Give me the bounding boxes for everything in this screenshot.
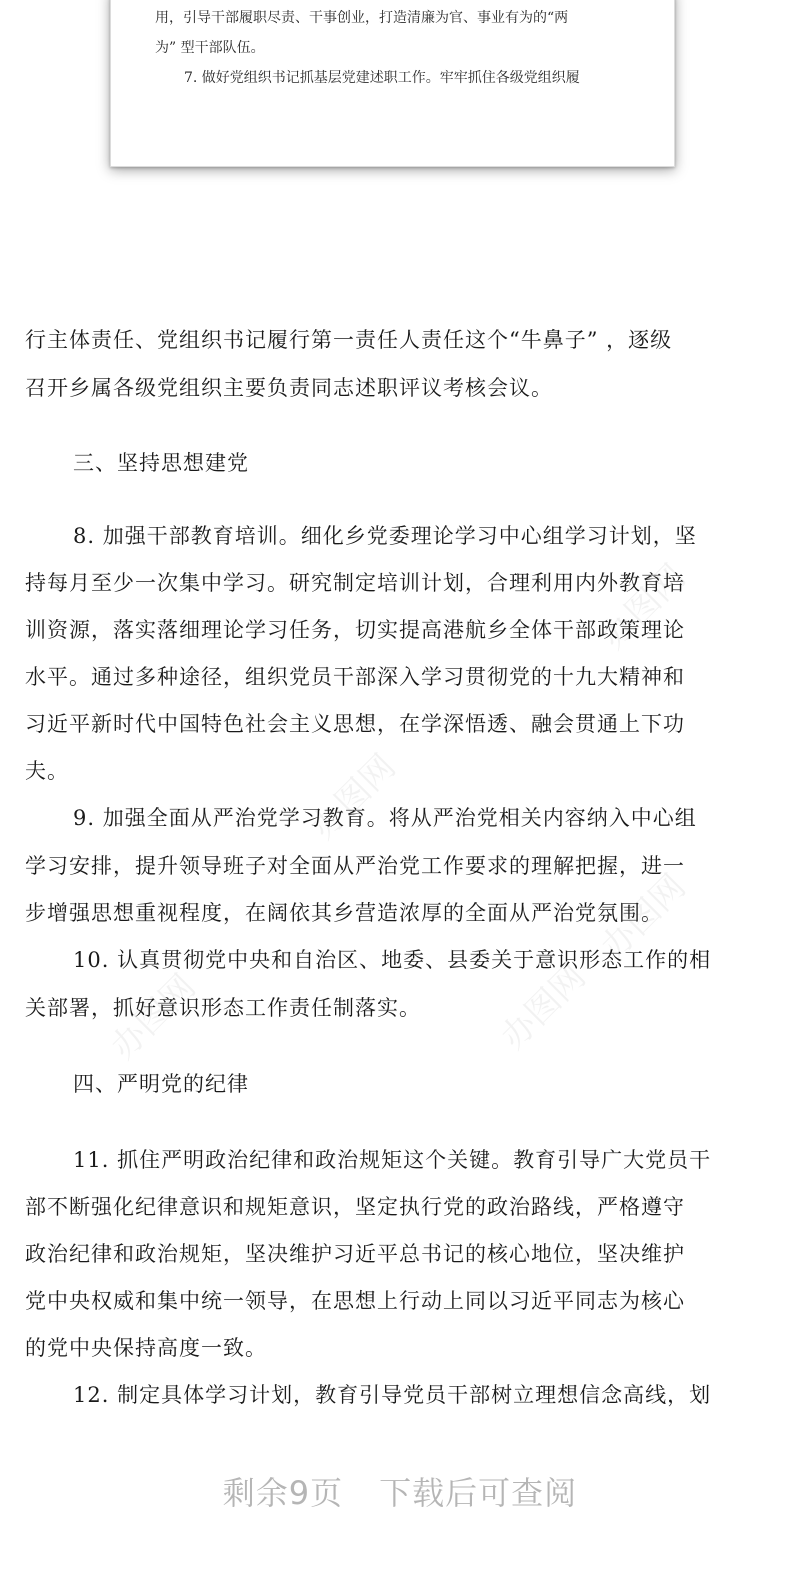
watermark: 办图网 (593, 866, 694, 968)
download-to-view-text: 下载后可查阅 (379, 1474, 578, 1512)
section-heading: 四、严明党的纪律 (73, 1072, 249, 1096)
paragraph-line: 9. 加强全面从严治党学习教育。将从严治党相关内容纳入中心组 (73, 806, 697, 830)
document-preview-card (110, 0, 675, 167)
watermark: 办图网 (303, 746, 404, 848)
section-heading: 三、坚持思想建党 (73, 451, 249, 475)
paragraph-line: 党中央权威和集中统一领导，在思想上行动上同以习近平同志为核心 (25, 1289, 685, 1313)
paragraph-line: 步增强思想重视程度，在阔依其乡营造浓厚的全面从严治党氛围。 (25, 901, 663, 925)
watermark: 办图网 (103, 966, 204, 1068)
paragraph-line: 12. 制定具体学习计划，教育引导党员干部树立理想信念高线，划 (73, 1383, 712, 1407)
paragraph-line: 召开乡属各级党组织主要负责同志述职评议考核会议。 (25, 376, 553, 400)
preview-line: 7. 做好党组织书记抓基层党建述职工作。牢牢抓住各级党组织履 (184, 70, 580, 86)
watermark: 办图网 (493, 956, 594, 1058)
paragraph-line: 10. 认真贯彻党中央和自治区、地委、县委关于意识形态工作的相 (73, 948, 712, 972)
paragraph-line: 学习安排，提升领导班子对全面从严治党工作要求的理解把握，进一 (25, 854, 685, 878)
paragraph-line: 部不断强化纪律意识和规矩意识，坚定执行党的政治路线，严格遵守 (25, 1195, 685, 1219)
paragraph-line: 训资源，落实落细理论学习任务，切实提高港航乡全体干部政策理论 (25, 618, 685, 642)
paragraph-line: 的党中央保持高度一致。 (25, 1336, 267, 1360)
paragraph-line: 11. 抓住严明政治纪律和政治规矩这个关键。教育引导广大党员干 (73, 1148, 712, 1172)
paragraph-line: 政治纪律和政治规矩，坚决维护习近平总书记的核心地位，坚决维护 (25, 1242, 685, 1266)
watermark: 办图网 (593, 556, 694, 658)
paragraph-line: 夫。 (25, 759, 69, 783)
preview-line: 为” 型干部队伍。 (155, 40, 265, 56)
remaining-pages-text: 剩余9页 (222, 1474, 344, 1512)
paragraph-line: 持每月至少一次集中学习。研究制定培训计划，合理利用内外教育培 (25, 571, 685, 595)
paragraph-line: 关部署，抓好意识形态工作责任制落实。 (25, 996, 421, 1020)
download-prompt[interactable] (0, 1468, 800, 1514)
paragraph-line: 8. 加强干部教育培训。细化乡党委理论学习中心组学习计划，坚 (73, 524, 697, 548)
paragraph-line: 习近平新时代中国特色社会主义思想，在学深悟透、融会贯通上下功 (25, 712, 685, 736)
paragraph-line: 行主体责任、党组织书记履行第一责任人责任这个“牛鼻子” ，逐级 (25, 328, 673, 352)
preview-line: 用，引导干部履职尽责、干事创业，打造清廉为官、事业有为的“两 (155, 10, 569, 26)
paragraph-line: 水平。通过多种途径，组织党员干部深入学习贯彻党的十九大精神和 (25, 665, 685, 689)
